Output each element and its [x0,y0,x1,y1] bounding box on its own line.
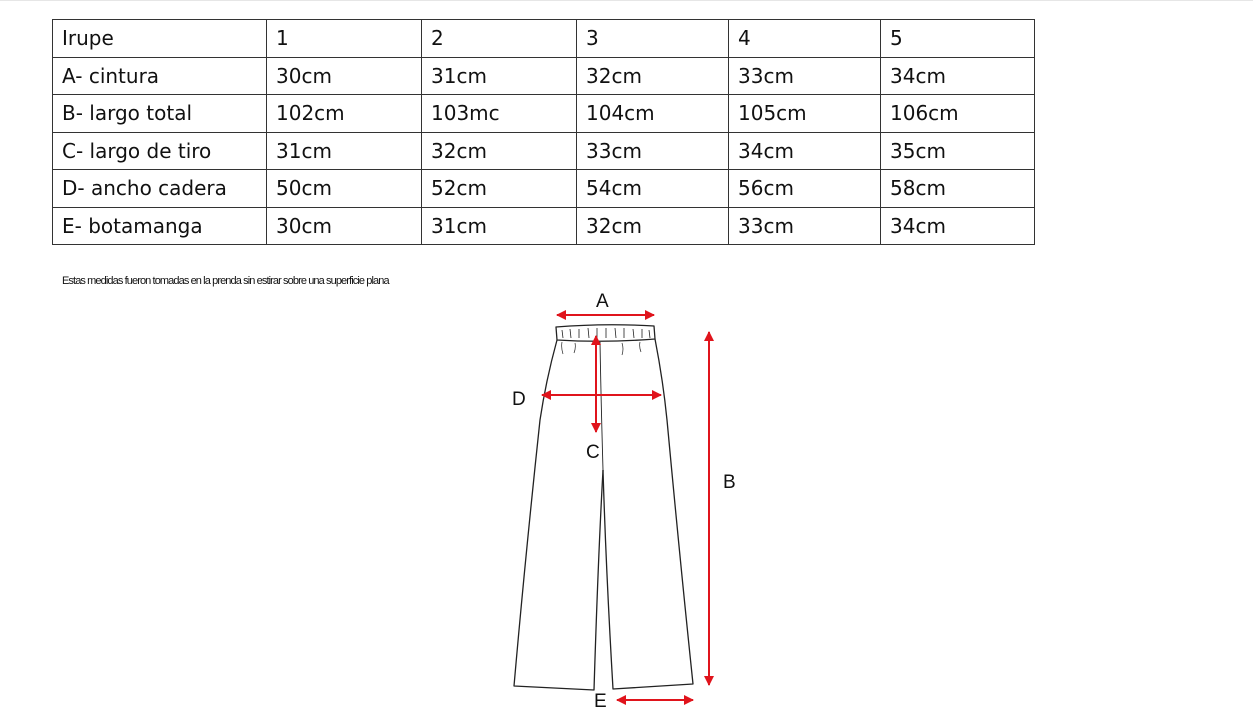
row-label: B- largo total [53,95,267,133]
waistband [556,325,655,342]
table-cell: 58cm [881,170,1035,208]
label-c: C [586,442,600,463]
table-cell: 103mc [422,95,577,133]
table-cell: 32cm [577,57,729,95]
table-cell: 33cm [729,207,881,245]
table-cell: 105cm [729,95,881,133]
table-cell: 54cm [577,170,729,208]
label-a: A [596,291,609,312]
table-cell: 56cm [729,170,881,208]
table-cell: 31cm [422,57,577,95]
waistband-gathers [562,328,650,338]
row-label: E- botamanga [53,207,267,245]
table-cell: 102cm [267,95,422,133]
table-cell: 32cm [577,207,729,245]
label-d: D [512,389,526,410]
table-cell: 34cm [881,57,1035,95]
table-cell: 31cm [267,132,422,170]
label-b: B [723,472,736,493]
trousers-outline [514,325,693,690]
table-cell: 30cm [267,57,422,95]
label-e: E [594,691,607,712]
header-cell-model: Irupe [53,20,267,58]
table-cell: 50cm [267,170,422,208]
table-cell: 30cm [267,207,422,245]
gather-wrinkles [562,342,641,355]
table-cell: 104cm [577,95,729,133]
table-cell: 106cm [881,95,1035,133]
right-leg [603,339,693,689]
table-cell: 35cm [881,132,1035,170]
table-cell: 31cm [422,207,577,245]
table-cell: 33cm [729,57,881,95]
header-cell-size-3: 3 [577,20,729,58]
table-cell: 32cm [422,132,577,170]
row-label: C- largo de tiro [53,132,267,170]
header-cell-size-5: 5 [881,20,1035,58]
header-cell-size-4: 4 [729,20,881,58]
table-cell: 34cm [881,207,1035,245]
left-leg [514,340,603,690]
row-label: D- ancho cadera [53,170,267,208]
header-cell-size-2: 2 [422,20,577,58]
measurement-note: Estas medidas fueron tomadas en la prenda sin estirar sobre una superficie plana [62,275,389,287]
header-cell-size-1: 1 [267,20,422,58]
crotch-seam [600,342,603,470]
table-cell: 34cm [729,132,881,170]
measurement-arrows [542,315,709,700]
row-label: A- cintura [53,57,267,95]
table-cell: 52cm [422,170,577,208]
table-cell: 33cm [577,132,729,170]
